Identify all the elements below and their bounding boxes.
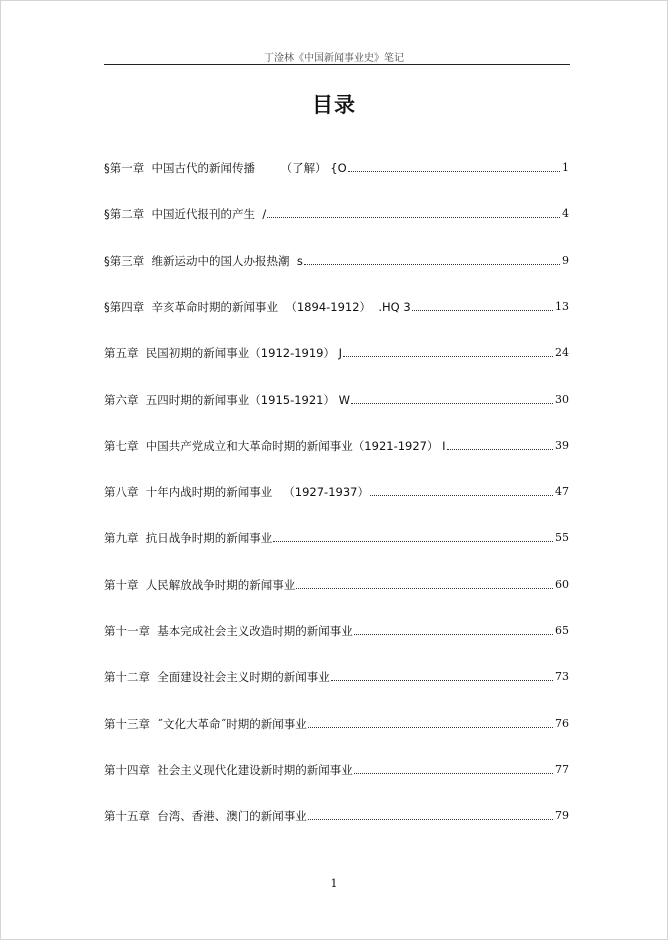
toc-entry-page-number: 65 xyxy=(555,624,569,637)
toc-entry[interactable] xyxy=(104,158,569,176)
toc-dot-leader xyxy=(267,217,560,218)
toc-entry-page-number: 13 xyxy=(555,299,569,313)
toc-dot-leader xyxy=(354,634,553,635)
toc-dot-leader xyxy=(308,819,553,820)
toc-dot-leader xyxy=(296,588,553,589)
toc-entry-label: 第十二章 全面建设社会主义时期的新闻事业 xyxy=(104,670,330,685)
toc-dot-leader xyxy=(273,541,553,542)
toc-dot-leader xyxy=(370,495,553,496)
toc-entry[interactable] xyxy=(104,621,569,639)
toc-entry-label: §第二章 中国近代报刊的产生 / xyxy=(104,207,267,222)
toc-entry-label: 第八章 十年内战时期的新闻事业 （1927-1937） xyxy=(104,485,369,500)
toc-entry-page-number: 77 xyxy=(555,762,569,776)
toc-entry-page-number: 76 xyxy=(555,716,569,730)
toc-dot-leader xyxy=(343,356,553,357)
toc-entry-page-number: 79 xyxy=(555,809,569,823)
toc-dot-leader xyxy=(308,727,553,728)
toc-dot-leader xyxy=(354,773,553,774)
toc-entry-page-number: 30 xyxy=(555,392,569,406)
toc-entry-label: §第四章 辛亥革命时期的新闻事业 （1894-1912） .HQ 3 xyxy=(104,299,411,314)
toc-dot-leader xyxy=(304,264,560,265)
toc-entry-page-number: 39 xyxy=(555,438,569,452)
toc-entry-label: 第十章 人民解放战争时期的新闻事业 xyxy=(104,577,296,592)
toc-entry-label: 第六章 五四时期的新闻事业（1915-1921） W xyxy=(104,392,351,407)
toc-entry-page-number: 24 xyxy=(555,346,569,360)
running-header: 丁淦林《中国新闻事业史》笔记 xyxy=(264,53,404,64)
toc-entry-page-number: 60 xyxy=(555,577,569,591)
toc-dot-leader xyxy=(412,310,553,311)
page-title: 目录 xyxy=(312,93,356,117)
toc-entry[interactable] xyxy=(104,390,569,408)
toc-entry[interactable] xyxy=(104,436,569,454)
toc-entry[interactable] xyxy=(104,806,569,824)
toc-entry-label: 第九章 抗日战争时期的新闻事业 xyxy=(104,531,273,546)
toc-entry[interactable] xyxy=(104,204,569,222)
toc-entry[interactable] xyxy=(104,343,569,361)
footer-page-number: 1 xyxy=(330,877,338,890)
toc-entry-page-number: 47 xyxy=(555,485,569,499)
toc-entry-page-number: 55 xyxy=(555,531,569,545)
toc-entry[interactable] xyxy=(104,482,569,500)
toc-entry[interactable] xyxy=(104,667,569,685)
toc-entry-label: 第十一章 基本完成社会主义改造时期的新闻事业 xyxy=(104,624,353,638)
toc-entry[interactable] xyxy=(104,297,569,315)
toc-entry-label: 第十四章 社会主义现代化建设新时期的新闻事业 xyxy=(104,762,353,777)
toc-entry-label: §第一章 中国古代的新闻传播 （了解） {O xyxy=(104,161,347,175)
toc-entry-label: 第十三章 ˝文化大革命˝时期的新闻事业 xyxy=(104,716,307,731)
toc-dot-leader xyxy=(351,403,553,404)
toc-entry[interactable] xyxy=(104,251,569,269)
toc-entry-label: §第三章 维新运动中的国人办报热潮 s xyxy=(104,253,303,268)
toc-entry-page-number: 1 xyxy=(562,161,569,174)
toc-entry[interactable] xyxy=(104,575,569,593)
toc-entry-page-number: 9 xyxy=(562,253,569,267)
toc-dot-leader xyxy=(447,449,553,450)
toc-entry[interactable] xyxy=(104,528,569,546)
toc-entry-label: 第五章 民国初期的新闻事业（1912-1919） J xyxy=(104,346,343,361)
toc-entry-label: 第七章 中国共产党成立和大革命时期的新闻事业（1921-1927） I xyxy=(104,438,446,453)
header-rule xyxy=(104,64,570,65)
toc-dot-leader xyxy=(331,680,553,681)
toc-entry-label: 第十五章 台湾、香港、澳门的新闻事业 xyxy=(104,809,307,824)
toc-entry[interactable] xyxy=(104,714,569,732)
toc-entry-page-number: 4 xyxy=(562,207,569,221)
toc-entry[interactable] xyxy=(104,760,569,778)
toc-entry-page-number: 73 xyxy=(555,670,569,684)
toc-dot-leader xyxy=(348,171,560,172)
